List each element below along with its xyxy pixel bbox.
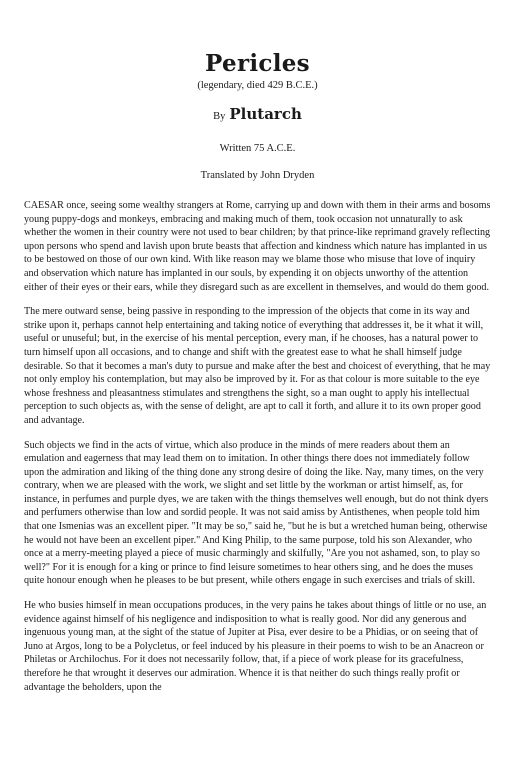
paragraph: He who busies himself in mean occupations produces, in the very pains he takes about things of little or no use, an evidence against himself of his negligence and indisposition to what is really good. Nor did any generous and ingenuous young man, at the sight of the statue of Jupiter at Pisa, ever desire to be a Phidias, or on seeing that of Juno at Argos, long to be a Polycletus, or feel induced by his pleasure in their poems to wish to be an Anacreon or Philetas or Archilochus. For it does not necessarily follow, that, if a piece of work please for its gracefulness, therefore he that wrought it deserves our admiration. Whence it is that neither do such things really profit or advantage the beholders, upon the	[24, 600, 487, 693]
by-label: By	[213, 111, 226, 122]
body-text	[24, 199, 491, 694]
document-subtitle: (legendary, died 429 B.C.E.)	[197, 80, 318, 91]
byline	[24, 105, 491, 126]
author-name: Plutarch	[229, 105, 302, 123]
translator-credit: Translated by John Dryden	[200, 170, 315, 181]
paragraph: CAESAR once, seeing some wealthy strangers at Rome, carrying up and down with them in their arms and bosoms young puppy-dogs and monkeys, embracing and making much of them, took occasion not unnaturally to ask whether the women in their country were not used to bear children; by that prince-like reprimand gravely reflecting upon persons who spend and lavish upon brute beasts that affection and kindness which nature has implanted in us to be bestowed on those of our own kind. With like reason may we blame those who misuse that love of inquiry and observation which nature has implanted in our souls, by expending it on objects unworthy of the attention either of their eyes or their ears, while they disregard such as are excellent in themselves, and would do them good.	[24, 200, 491, 293]
written-date: Written 75 A.C.E.	[219, 143, 296, 154]
paragraph: The mere outward sense, being passive in responding to the impression of the objects that come in its way and strike upon it, perhaps cannot help entertaining and taking notice of everything that addresses it, be it what it will, useful or unuseful; but, in the exercise of his mental perception, every man, if he chooses, has a natural power to turn himself upon all occasions, and to change and shift with the greatest ease to what he shall himself judge desirable. So that it becomes a man's duty to pursue and make after the best and choicest of everything, that he may not only employ his contemplation, but may also be improved by it. For as that colour is more suitable to the eye whose freshness and pleasantness stimulates and strengthens the sight, so a man ought to apply his intellectual perception to such objects as, with the sense of delight, are apt to call it forth, and allure it to its own proper good and advantage.	[24, 306, 491, 426]
paragraph: Such objects we find in the acts of virtue, which also produce in the minds of mere readers about them an emulation and eagerness that may lead them on to imitation. In other things there does not immediately follow upon the admiration and liking of the thing done any strong desire of doing the like. Nay, many times, on the very contrary, when we are pleased with the work, we slight and set little by the workman or artist himself, as, for instance, in perfumes and purple dyes, we are taken with the things themselves well enough, but do not think dyers and perfumers otherwise than low and sordid people. It was not said amiss by Antisthenes, when people told him that one Ismenias was an excellent piper. "It may be so," said he, "but he is but a wretched human being, otherwise he would not have been an excellent piper." And King Philip, to the same purpose, told his son Alexander, who once at a merry-meeting played a piece of music charmingly and skilfully, "Are you not ashamed, son, to play so well?" For it is enough for a king or prince to find leisure sometimes to hear others sing, and he does the muses quite honour enough when he pleases to be but present, while others engage in such exercises and trials of skill.	[24, 439, 489, 587]
document-title: Pericles	[205, 50, 310, 77]
